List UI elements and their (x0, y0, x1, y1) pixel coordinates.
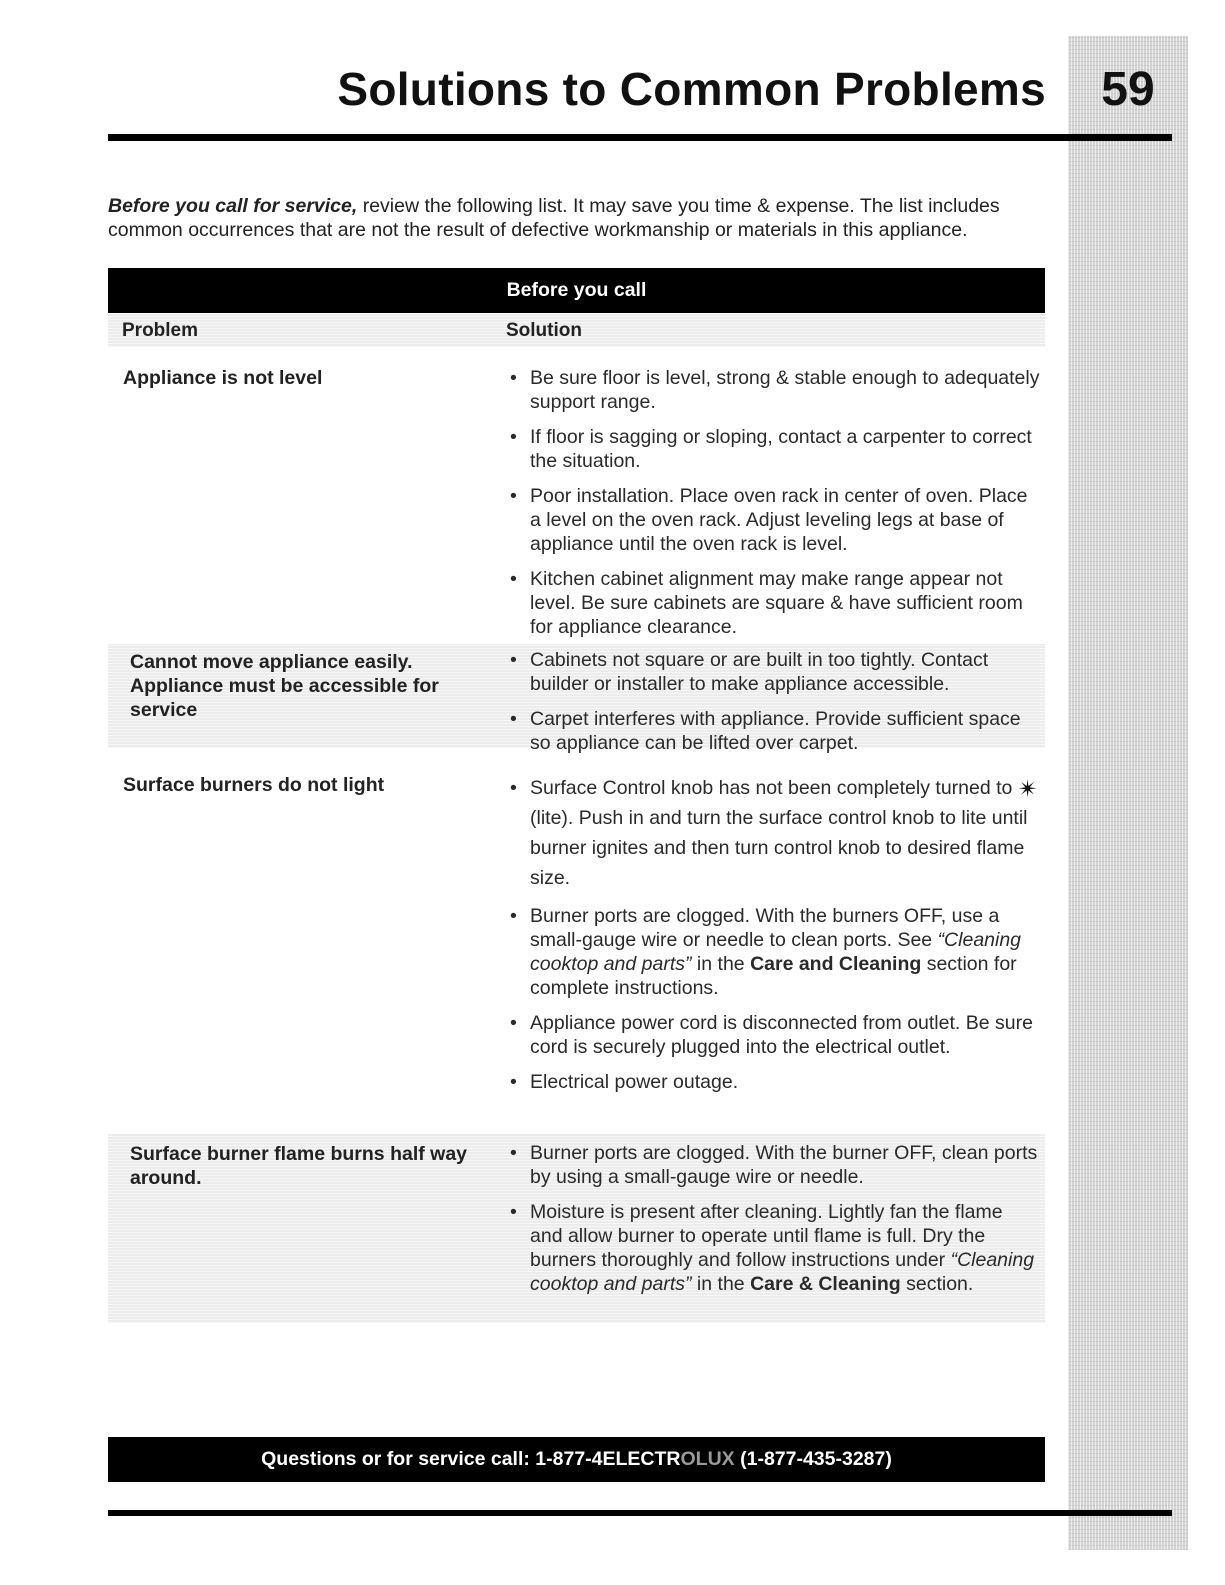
solution-item: • Be sure floor is level, strong & stable enough to adequately support range. (510, 366, 1040, 414)
column-header-solution: Solution (506, 319, 582, 341)
solution-list (510, 648, 1040, 755)
solution-item: • Kitchen cabinet alignment may make range appear not level. Be sure cabinets are square & have sufficient room for appliance clearance. (510, 567, 1040, 639)
solution-list (510, 366, 1040, 639)
intro-lead: Before you call for service, (108, 195, 358, 217)
side-tab-strip (1068, 36, 1188, 1550)
solution-item: • Cabinets not square or are built in too tightly. Contact builder or installer to make appliance accessible. (510, 648, 1040, 696)
solution-item (510, 904, 1040, 1000)
problem-label: Surface burner flame burns half way around. (130, 1143, 468, 1189)
reference-title: “Cleaning cooktop and parts” (530, 929, 1022, 975)
solution-text: (lite). Push in and turn the surface control knob to lite until burner ignites and then turn control knob to desired flame size. (530, 807, 1028, 889)
solution-list (510, 1141, 1040, 1296)
solution-text: Surface Control knob has not been completely turned to (530, 777, 1018, 799)
footer-text: Questions or for service call: 1-877-4ELECTR (261, 1448, 681, 1470)
solution-item: • Burner ports are clogged. With the burner OFF, clean ports by using a small-gauge wire or needle. (510, 1141, 1040, 1189)
page-title: Solutions to Common Problems (337, 63, 1046, 115)
page-number: 59 (1101, 63, 1155, 116)
solution-item (510, 773, 1040, 893)
solution-text: in the (691, 953, 751, 975)
solution-text: section for complete instructions. (530, 953, 1017, 999)
solution-item (510, 1200, 1040, 1296)
solution-item: • Poor installation. Place oven rack in center of oven. Place a level on the oven rack. Adjust leveling legs at base of appliance until the oven rack is level. (510, 484, 1040, 556)
intro-text: review the following list. It may save you time & expense. The list includes common occurrences that are not the result of defective workmanship or materials in this appliance. (108, 195, 1000, 241)
solution-list (510, 773, 1040, 1094)
bottom-rule (108, 1510, 1172, 1516)
section-reference: Care & Cleaning (750, 1273, 901, 1295)
solution-text: section. (900, 1273, 974, 1295)
solution-item: • If floor is sagging or sloping, contact a carpenter to correct the situation. (510, 425, 1040, 473)
problem-label: Appliance is not level (123, 367, 323, 389)
solution-item: • Appliance power cord is disconnected from outlet. Be sure cord is securely plugged into the electrical outlet. (510, 1011, 1040, 1059)
solution-item: • Electrical power outage. (510, 1070, 1040, 1094)
problem-label: Cannot move appliance easily. Appliance must be accessible for service (130, 651, 439, 721)
service-call-banner (108, 1437, 1045, 1482)
top-rule (108, 134, 1172, 141)
solution-item: • Carpet interferes with appliance. Provide sufficient space so appliance can be lifted over carpet. (510, 707, 1040, 755)
solution-text: in the (691, 1273, 751, 1295)
footer-brand-faded: OLUX (680, 1448, 735, 1470)
lite-icon: ✴ (1017, 776, 1038, 803)
reference-title: “Cleaning cooktop and parts” (530, 1249, 1035, 1295)
footer-phone: (1-877-435-3287) (734, 1448, 892, 1470)
problem-label: Surface burners do not light (123, 774, 385, 796)
solution-text: Moisture is present after cleaning. Lightly fan the flame and allow burner to operate until flame is full. Dry the burners thoroughly and follow instructions under (530, 1201, 1003, 1271)
column-header-problem: Problem (122, 319, 199, 341)
solution-text: Burner ports are clogged. With the burners OFF, use a small-gauge wire or needle to clean ports. See (530, 905, 1000, 951)
table-heading: Before you call (108, 268, 1045, 313)
intro-paragraph (108, 194, 1048, 242)
section-reference: Care and Cleaning (750, 953, 922, 975)
